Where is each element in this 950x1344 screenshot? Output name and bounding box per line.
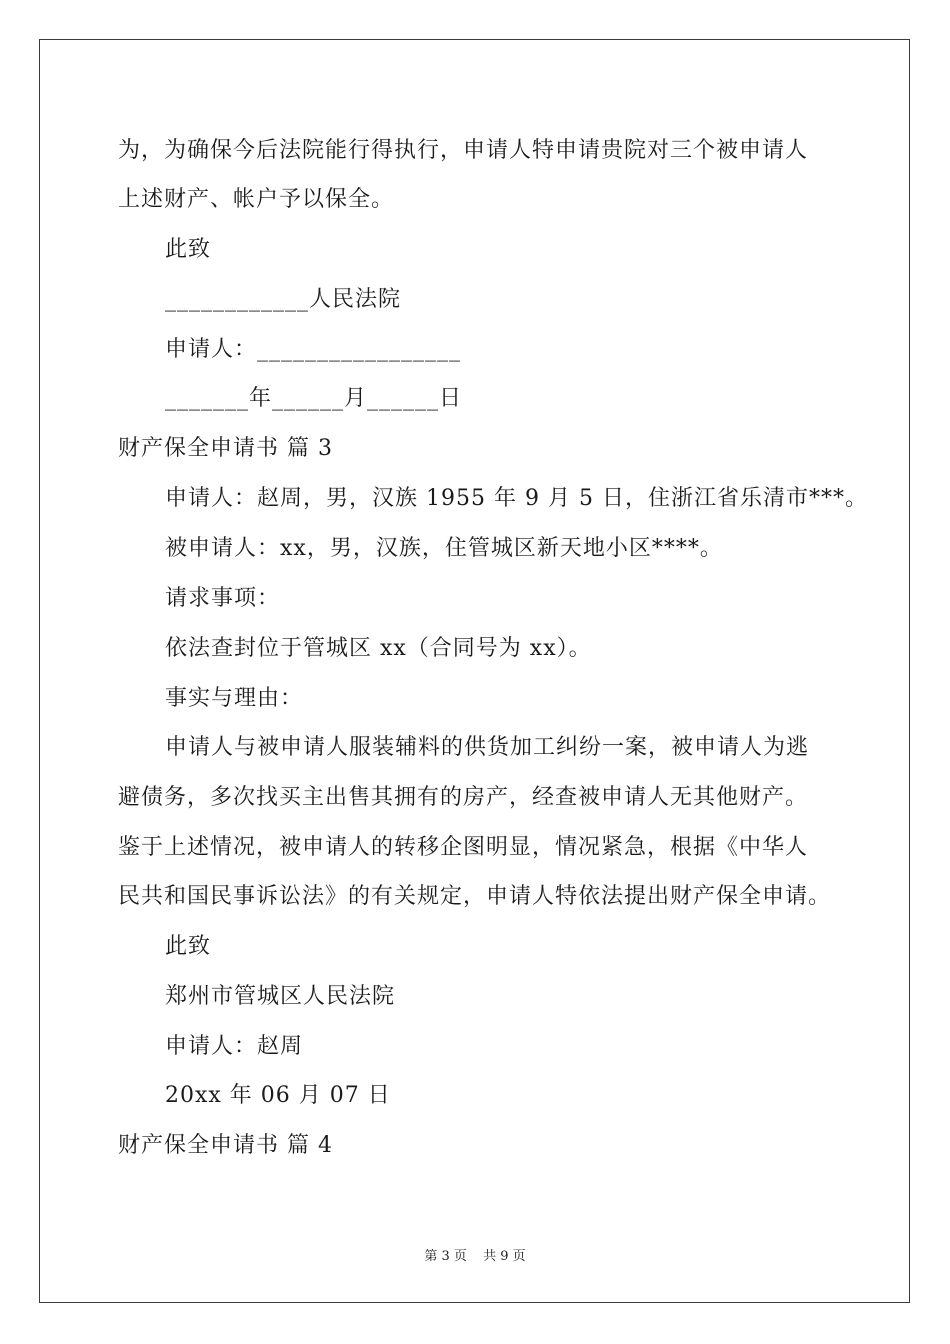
respondent-info: 被申请人：xx，男，汉族，住管城区新天地小区****。 [165, 536, 723, 561]
page-footer [0, 1248, 950, 1266]
applicant-info: 申请人：赵周，男，汉族 1955 年 9 月 5 日，住浙江省乐清市***。 [165, 486, 868, 511]
court-name-blank: ____________人民法院 [165, 287, 402, 312]
court-name: 郑州市管城区人民法院 [165, 984, 396, 1009]
section-heading: 财产保全申请书 篇 3 [118, 436, 333, 461]
facts-paragraph-line: 避债务，多次找买主出售其拥有的房产，经查被申请人无其他财产。 [118, 785, 809, 810]
section-heading: 财产保全申请书 篇 4 [118, 1133, 333, 1158]
date: 20xx 年 06 月 07 日 [165, 1083, 391, 1108]
salutation: 此致 [165, 237, 212, 262]
applicant-blank: 申请人：_________________ [165, 337, 462, 362]
page-border [39, 39, 910, 1303]
facts-paragraph-line: 申请人与被申请人服装辅料的供货加工纠纷一案，被申请人为逃 [165, 735, 810, 760]
facts-paragraph-line: 民共和国民事诉讼法》的有关规定，申请人特依法提出财产保全申请。 [118, 884, 832, 909]
date-blank: _______年______月______日 [165, 386, 463, 411]
paragraph-line: 为，为确保今后法院能行得执行，申请人特申请贵院对三个被申请人 [118, 138, 809, 163]
facts-paragraph-line: 鉴于上述情况，被申请人的转移企图明显，情况紧急，根据《中华人 [118, 835, 809, 860]
request-content: 依法查封位于管城区 xx（合同号为 xx）。 [165, 636, 592, 661]
salutation: 此致 [165, 934, 212, 959]
request-heading: 请求事项： [165, 586, 281, 611]
facts-heading: 事实与理由： [165, 686, 304, 711]
page-number: 第 3 页 [424, 1249, 467, 1264]
page-total: 共 9 页 [483, 1249, 526, 1264]
applicant-signature: 申请人：赵周 [165, 1034, 304, 1059]
paragraph-line: 上述财产、帐户予以保全。 [118, 187, 395, 212]
